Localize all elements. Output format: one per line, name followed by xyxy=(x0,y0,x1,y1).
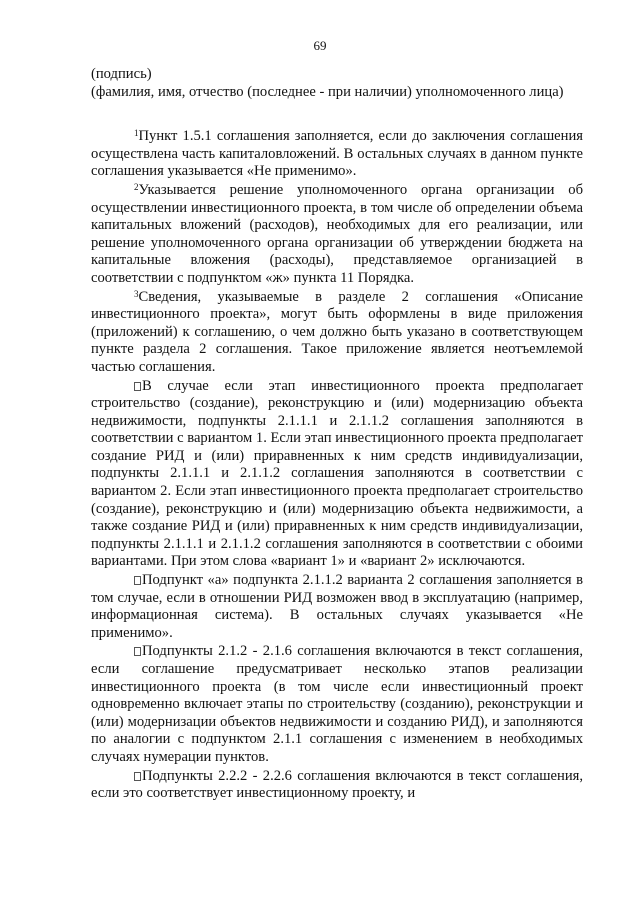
footnote-3 xyxy=(91,289,583,377)
missing-glyph-icon xyxy=(134,647,141,656)
footnote-1 xyxy=(91,128,583,181)
footnote-5 xyxy=(91,572,583,642)
signature-caption: (подпись) xyxy=(91,66,152,82)
missing-glyph-icon xyxy=(134,576,141,585)
page-number: 69 xyxy=(313,38,327,53)
footnote-marker: 3 xyxy=(134,288,139,299)
footnote-text: Сведения, указываемые в разделе 2 соглашения «Описание инвестиционного проекта», могут быть оформлены в виде приложения (приложений) к соглашению, о чем должно быть указано в соответствующем пункте раздела 2 соглашения. Такое приложение является неотъемлемой частью соглашения. xyxy=(91,288,583,375)
footnote-7 xyxy=(91,768,583,803)
footnote-6 xyxy=(91,643,583,766)
footnote-marker: 2 xyxy=(134,181,139,192)
name-caption: (фамилия, имя, отчество (последнее - при наличии) уполномоченного лица) xyxy=(91,83,564,100)
signature-block xyxy=(91,66,583,101)
footnote-text: Указывается решение уполномоченного органа организации об осуществлении инвестиционного проекта, в том числе об определении объема капитальных вложений (расходов), необходимых для его реализации, или решение уполномоченного органа организации об утверждении бюджета на капитальные вложения (расходы), представляемое организацией в соответствии с подпунктом «ж» пункта 11 Порядка. xyxy=(91,181,583,286)
missing-glyph-icon xyxy=(134,382,141,391)
footnote-text: Подпункт «а» подпункта 2.1.1.2 варианта 2 соглашения заполняется в том случае, если в отношении РИД возможен ввод в эксплуатацию (например, информационная система). В остальных случаях указывается «Не применимо». xyxy=(91,572,583,641)
footnote-text: Пункт 1.5.1 соглашения заполняется, если до заключения соглашения осуществлена часть капиталовложений. В остальных случаях в данном пункте соглашения указывается «Не применимо». xyxy=(91,128,583,180)
footnote-text: В случае если этап инвестиционного проекта предполагает строительство (создание), реконструкцию и (или) модернизацию объекта недвижимости, подпункты 2.1.1.1 и 2.1.1.2 соглашения заполняются в соответствии с вариантом 1. Если этап инвестиционного проекта предполагает создание РИД и (или) приравненных к ним средств индивидуализации, подпункты 2.1.1.1 и 2.1.1.2 соглашения заполняются в соответствии с вариантом 2. Если этап инвестиционного проекта предполагает строительство (создание), реконструкцию и (или) модернизацию объекта недвижимости, а также создание РИД и (или) приравненных к ним средств индивидуализации, подпункты 2.1.1.1 и 2.1.1.2 соглашения заполняются в соответствии с обоими вариантами. При этом слова «вариант 1» и «вариант 2» исключаются. xyxy=(91,377,583,570)
footnote-marker: 1 xyxy=(134,128,139,139)
footnote-4 xyxy=(91,378,583,572)
footnote-2 xyxy=(91,182,583,288)
footnote-text: Подпункты 2.1.2 - 2.1.6 соглашения включаются в текст соглашения, если соглашение предусматривает несколько этапов реализации инвестиционного проекта (в том числе если инвестиционный проект одновременно включает этапы по строительству (созданию), реконструкции и (или) модернизации объектов недвижимости и созданию РИД), и заполняются по аналогии с подпунктом 2.1.1 соглашения с изменением в необходимых случаях нумерации пунктов. xyxy=(91,643,583,765)
document-body xyxy=(91,66,583,804)
footnote-text: Подпункты 2.2.2 - 2.2.6 соглашения включаются в текст соглашения, если это соответствует инвестиционному проекту, и xyxy=(91,767,583,802)
missing-glyph-icon xyxy=(134,772,141,781)
